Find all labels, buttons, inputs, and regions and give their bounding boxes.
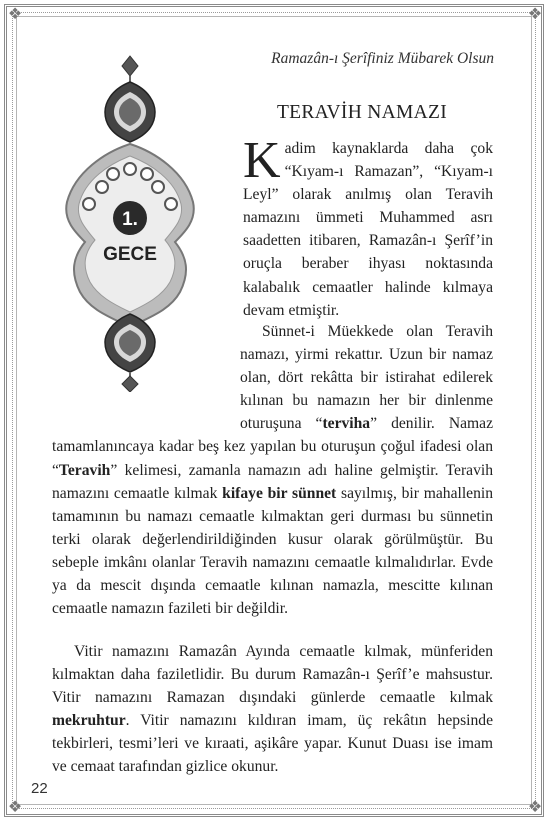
emblem-label: GECE	[103, 244, 157, 265]
paragraph-intro	[243, 132, 493, 322]
emblem-number: 1.	[122, 209, 138, 230]
corner-ornament-icon: ❖	[7, 799, 23, 816]
page-number: 22	[31, 780, 48, 797]
paragraph-text: ” denilir. Namaz tamamlanıncaya kadar beş kez yapılan bu oturuşun çoğul ifadesi olan “	[52, 415, 493, 479]
bold-term: kifaye bir sünnet	[222, 484, 337, 502]
paragraph-text: . Vitir namazını kıldıran imam, üç rekâtın hepsinde tekbirleri, tesmi’leri ve kıraati, aşikâre yapar. Kunut Duası ise imam ve cemaat tarafından gizlice okunur.	[52, 712, 493, 776]
section-title: TERAVİH NAMAZI	[276, 102, 448, 123]
corner-ornament-icon: ❖	[7, 6, 23, 23]
emblem-wrap-spacer	[52, 320, 240, 414]
paragraph-text: ” kelimesi, zamanla namazın adı haline gelmiştir. Teravih namazını cemaatle kılmak	[52, 461, 493, 502]
paragraph-text: Vitir namazını Ramazân Ayında cemaatle kılmak, münferiden kılmaktan daha faziletlidir. Bu durum Ramazân-ı Şerîf’e mahsustur. Vitir namazını Ramazan dışındaki günlerde cemaatle kılmak	[52, 643, 493, 707]
bold-term: terviha	[322, 415, 371, 433]
bold-term: mekruhtur	[52, 712, 126, 730]
paragraph-text: Sünnet-i Müekkede olan Teravih namazı, yirmi rekattır. Uzun bir namaz olan, dört rekâtta bir istirahat edilerek kılınan bu namazın her bir dinlenme oturuşuna “	[240, 323, 493, 433]
corner-ornament-icon: ❖	[527, 799, 543, 816]
bold-term: Teravih	[58, 461, 111, 479]
corner-ornament-icon: ❖	[527, 6, 543, 23]
paragraph-terviha	[52, 320, 493, 620]
paragraph-text: sayılmış, bir mahallenin tamamının bu namazı cemaatle kılmaktan geri durması bu sünnetin terki olarak değerlendirildiğinden kusur olarak görülmüştür. Bu sebeple imkânı olanlar Teravih namazını cemaatle kılmalıdırlar. Evde ya da mescit dışında cemaatle kılınan namazla, mescitte kılınan cemaatle namazın fazileti bir değildir.	[52, 484, 493, 618]
paragraph-vitir	[52, 640, 493, 779]
drop-cap: K	[243, 132, 281, 189]
running-header: Ramazân-ı Şerîfiniz Mübarek Olsun	[271, 50, 494, 67]
paragraph-intro-text: adim kaynaklarda daha çok “Kıyam-ı Ramazan”, “Kıyam-ı Leyl” olarak anılmış olan Teravih namazını ümmeti Muhammed asrı saadetten itibaren, Ramazân-ı Şerîf’in oruçla beraber ihyası noktasında kalabalık cemaatler halinde kılmaya devam etmiştir.	[243, 140, 493, 319]
